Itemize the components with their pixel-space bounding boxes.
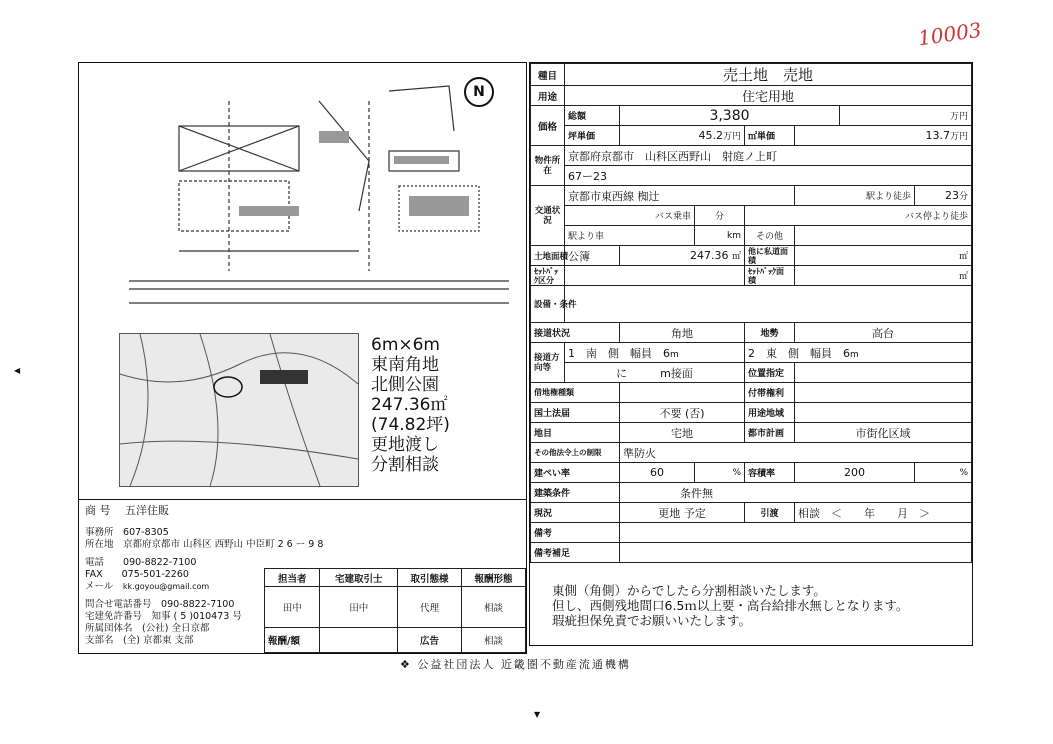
inquiry-phone: 090-8822-7100 [161, 599, 235, 610]
fax-value: 075-501-2260 [121, 569, 189, 580]
sqm-unit: 万円 [949, 132, 968, 142]
north-arrow-icon [464, 77, 494, 107]
land-cat-row [531, 423, 972, 443]
bottom-margin-mark-icon: ▼ [534, 710, 541, 719]
road2-desc: 東 側 幅員 [766, 346, 832, 360]
road-dir-row-1 [531, 343, 972, 363]
org-label: 所属団体名 [85, 623, 133, 634]
office-label: 事務所 [85, 527, 114, 538]
road1-number: 1 [568, 346, 575, 360]
address-row [85, 539, 335, 551]
sqm-value: 13.7 [925, 129, 950, 142]
setback-row [531, 266, 972, 286]
setback-area-unit: ㎡ [795, 266, 972, 286]
bcr-unit: % [695, 463, 745, 483]
station-walk-value: 23 [944, 189, 959, 202]
delivery-value: 相談 ＜ 年 月 ＞ [795, 503, 972, 523]
mail-label: メール [85, 581, 114, 592]
location-label: 物件所在 [531, 146, 565, 186]
map-summary [371, 335, 521, 475]
other-label: その他 [745, 226, 795, 246]
other-limit-row [531, 443, 972, 463]
address-line-2: 67ー23 [565, 166, 972, 186]
current-value: 更地 予定 [620, 503, 745, 523]
frontage-suffix: m接面 [660, 366, 693, 380]
other-limit-value: 準防火 [620, 443, 972, 463]
land-cat-label: 地目 [531, 423, 620, 443]
sqm-label: ㎡単価 [745, 126, 795, 146]
summary-line: (74.82坪) [371, 415, 450, 435]
site-map-drawing [119, 71, 515, 316]
road-status-label: 接道状況 [531, 323, 620, 343]
current-label: 現況 [531, 503, 620, 523]
shogo-label: 商 号 [85, 504, 111, 517]
far-unit: % [915, 463, 972, 483]
road-status-value: 角地 [620, 323, 745, 343]
rent-value [620, 383, 745, 403]
facilities-label: 設備・条件 [531, 286, 565, 323]
tsubo-label: 坪単価 [565, 126, 620, 146]
attached-label: 付帯権利 [745, 383, 795, 403]
tsubo-cell [620, 126, 745, 146]
road2-width: 6 [843, 346, 850, 360]
setback-label: ｾｯﾄﾊﾞｯｸ区分 [531, 266, 565, 286]
staff-header: 報酬形態 [461, 569, 525, 587]
office-row [85, 527, 335, 539]
remuneration-row [265, 628, 526, 653]
bus-stop-label: バス停より徒歩 [745, 206, 972, 226]
license-value: 知事 ( 5 )010473 号 [151, 611, 242, 622]
summary-line: 分割相談 [371, 455, 439, 475]
sqm-cell [795, 126, 972, 146]
shogo-row [85, 505, 335, 517]
area-map-image [119, 333, 359, 487]
left-margin-mark-icon: ◀ [14, 366, 21, 375]
fax-label: FAX [85, 569, 103, 580]
setback-area-label: ｾｯﾄﾊﾞｯｸ面積 [745, 266, 795, 286]
phone-label: 電話 [85, 557, 105, 568]
branch-value: (全) 京都東 支部 [123, 635, 194, 646]
station-walk-cell [915, 186, 972, 206]
remarks-sup-row [531, 543, 972, 563]
footer-org: 公益社団法人 近畿圏不動産流通機構 [417, 658, 631, 671]
transport-row-2 [531, 206, 972, 226]
private-road-label: 他に私道面積 [745, 246, 795, 266]
road1-width: 6 [663, 346, 670, 360]
nla-value: 不要 (否) [620, 403, 745, 423]
remuneration-value [320, 628, 398, 653]
road-dir-label: 接道方向等 [531, 343, 565, 383]
category-row [531, 64, 972, 86]
transport-row-1 [531, 186, 972, 206]
price-label: 価格 [531, 106, 565, 146]
summary-line: 更地渡し [371, 435, 439, 455]
frontage-cell [565, 363, 745, 383]
facilities-row [531, 286, 972, 323]
tsubo-value: 45.2 [698, 129, 723, 142]
remarks-value [620, 523, 972, 543]
land-area-cell [620, 246, 745, 266]
remarks-row [531, 523, 972, 543]
license-label: 宅建免許番号 [85, 611, 143, 622]
private-road-unit: ㎡ [795, 246, 972, 266]
frontage-prefix: に [616, 366, 628, 380]
tsubo-unit: 万円 [722, 132, 741, 142]
footer [400, 656, 631, 672]
attached-value [795, 383, 972, 403]
staff-header: 宅建取引士 [320, 569, 398, 587]
road-dir-row-2 [531, 363, 972, 383]
road2-number: 2 [748, 346, 755, 360]
total-unit: 万円 [840, 106, 972, 126]
build-cond-value: 条件無 [620, 483, 972, 503]
use-row [531, 86, 972, 106]
address-label: 所在地 [85, 539, 114, 550]
terrain-label: 地勢 [745, 323, 795, 343]
land-cat-value: 宅地 [620, 423, 745, 443]
use-value: 住宅用地 [565, 86, 972, 106]
ad-value: 相談 [461, 628, 525, 653]
station-walk-unit: 分 [958, 192, 968, 202]
line-value: 京都市東西線 椥辻 [565, 186, 795, 206]
staff-value: 田中 [320, 587, 398, 628]
delivery-label: 引渡 [745, 503, 795, 523]
remarks-label: 備考 [531, 523, 620, 543]
staff-table [264, 568, 526, 653]
other-value [795, 226, 972, 246]
bus-unit: 分 [695, 206, 745, 226]
left-panel [78, 62, 527, 654]
branch-label: 支部名 [85, 635, 114, 646]
ad-label: 広告 [397, 628, 461, 653]
land-area-value: 247.36 [689, 249, 729, 262]
land-area-row [531, 246, 972, 266]
land-area-label: 土地面積 [531, 246, 565, 266]
bcr-label: 建ぺい率 [531, 463, 620, 483]
area-map-drawing [120, 334, 358, 486]
position-value [795, 363, 972, 383]
position-label: 位置指定 [745, 363, 795, 383]
category-value: 売土地 売地 [565, 64, 972, 86]
property-table [530, 63, 972, 563]
far-label: 容積率 [745, 463, 795, 483]
current-row [531, 503, 972, 523]
north-label: N [473, 84, 485, 100]
summary-line: 北側公園 [371, 375, 439, 395]
road1-unit: m [670, 349, 679, 360]
note-line: 瑕疵担保免責でお願いいたします。 [552, 613, 752, 628]
phone-value: 090-8822-7100 [123, 557, 197, 568]
setback-value [565, 266, 745, 286]
build-cond-row [531, 483, 972, 503]
address-row-1 [531, 146, 972, 166]
rent-label: 借地権種類 [531, 383, 620, 403]
road1-cell [565, 343, 745, 363]
note-line: 但し、西側残地間口6.5ｍ以上要・高台給排水無しとなります。 [552, 598, 909, 613]
left-divider [79, 499, 526, 500]
company-address: 京都府京都市 山科区 西野山 中臣町 2 6 ー 9 8 [123, 539, 324, 550]
transport-row-3 [531, 226, 972, 246]
station-walk-label: 駅より徒歩 [795, 186, 915, 206]
summary-line: 6m×6m [371, 335, 440, 355]
city-plan-value: 市街化区域 [795, 423, 972, 443]
road-status-row [531, 323, 972, 343]
car-label: 駅より車 [565, 226, 695, 246]
unit-price-row [531, 126, 972, 146]
remuneration-label: 報酬/額 [265, 628, 320, 653]
postal-code: 607-8305 [123, 527, 169, 538]
other-limit-label: その他法令上の制限 [531, 443, 620, 463]
far-value: 200 [795, 463, 915, 483]
road2-cell [745, 343, 972, 363]
land-area-unit: ㎡ [731, 252, 741, 262]
right-panel [529, 62, 973, 646]
zone-value [795, 403, 972, 423]
org-value: (公社) 全日京都 [142, 623, 210, 634]
inquiry-label: 問合せ電話番号 [85, 599, 152, 610]
car-unit: km [695, 226, 745, 246]
address-row-2 [531, 166, 972, 186]
note-line: 東側（角側）からでしたら分割相談いたします。 [552, 583, 826, 598]
category-label: 種目 [531, 64, 565, 86]
use-label: 用途 [531, 86, 565, 106]
city-plan-label: 都市計画 [745, 423, 795, 443]
build-cond-label: 建築条件 [531, 483, 620, 503]
terrain-value: 高台 [795, 323, 972, 343]
price-total-row [531, 106, 972, 126]
rent-row [531, 383, 972, 403]
notes [552, 583, 908, 628]
facilities-value [565, 286, 972, 323]
road2-unit: m [850, 349, 859, 360]
road1-desc: 南 側 幅員 [586, 346, 652, 360]
summary-line: 247.36㎡ [371, 395, 448, 415]
staff-header: 取引態様 [397, 569, 461, 587]
staff-value: 代理 [397, 587, 461, 628]
nla-label: 国土法届 [531, 403, 620, 423]
land-area-kind: 公簿 [565, 246, 620, 266]
staff-header: 担当者 [265, 569, 320, 587]
staff-value: 相談 [461, 587, 525, 628]
staff-header-row [265, 569, 526, 587]
remarks-sup-value [620, 543, 972, 563]
bcr-value: 60 [620, 463, 695, 483]
zone-label: 用途地域 [745, 403, 795, 423]
total-label: 総額 [565, 106, 620, 126]
mail-value: kk.goyou@gmail.com [122, 582, 210, 591]
summary-line: 東南角地 [371, 355, 439, 375]
staff-value: 田中 [265, 587, 320, 628]
remarks-sup-label: 備考補足 [531, 543, 620, 563]
site-map [119, 71, 515, 316]
ratio-row [531, 463, 972, 483]
shogo-value: 五洋住販 [125, 504, 169, 517]
org-logo-icon: ❖ [400, 658, 412, 671]
transport-label: 交通状況 [531, 186, 565, 246]
nla-row [531, 403, 972, 423]
total-value: 3,380 [620, 106, 840, 126]
address-line-1: 京都府京都市 山科区西野山 射庭ノ上町 [565, 146, 972, 166]
bus-label: バス乗車 [565, 206, 695, 226]
staff-value-row [265, 587, 526, 628]
handwritten-number: 10003 [916, 17, 983, 51]
